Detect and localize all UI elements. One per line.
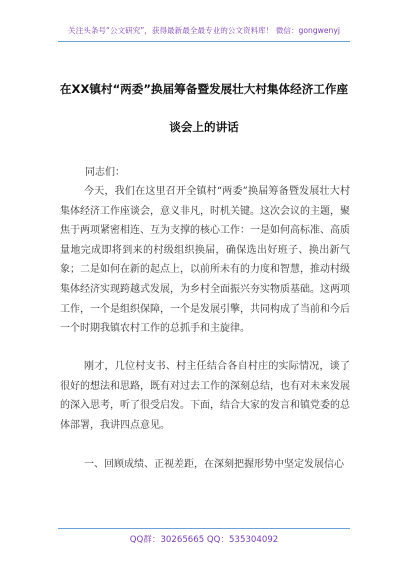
footer-contact-text: QQ群：30265665 QQ：535304092	[129, 535, 279, 545]
document-title-line2: 谈会上的讲话	[169, 120, 239, 134]
section-heading-1: 一、回顾成绩、正视差距，在深刻把握形势中坚定发展信心	[84, 459, 344, 470]
document-title-line1: 在XX镇村“两委”换届筹备暨发展壮大村集体经济工作座	[59, 82, 349, 96]
salutation: 同志们：	[85, 167, 125, 178]
paragraph-intro: 今天，我们在这里召开全镇村“两委”换届筹备暨发展壮大村集体经济工作座谈会，意义非凡，时机关键。这次会议的主题，聚焦于两项紧密相连、互为支撑的核心工作：一是如何高标准、高质量地完成即将到来的村级组织换届，确保选出好班子、换出新气象；二是如何在新的起点上，以前所未有的力度和智慧，推动村级集体经济实现跨越式发展，为乡村全面振兴夯实物质基础。这两项工作，一个是组织保障，一个是发展引擎，共同构成了当前和今后一个时期我镇农村工作的总抓手和主旋律。	[60, 186, 350, 335]
header-divider	[58, 41, 350, 42]
footer-divider	[58, 528, 350, 529]
header-promo-text: 关注头条号“公文研究”，获得最新最全最专业的公文资料库！ 微信：gongwenyj	[68, 26, 340, 35]
paragraph-feedback: 刚才，几位村支书、村主任结合各自村庄的实际情况，谈了很好的想法和思路，既有对过去工作的深刻总结，也有对未来发展的深入思考，听了很受启发。下面，结合大家的发言和镇党委的总体部署，我讲四点意见。	[60, 361, 350, 431]
